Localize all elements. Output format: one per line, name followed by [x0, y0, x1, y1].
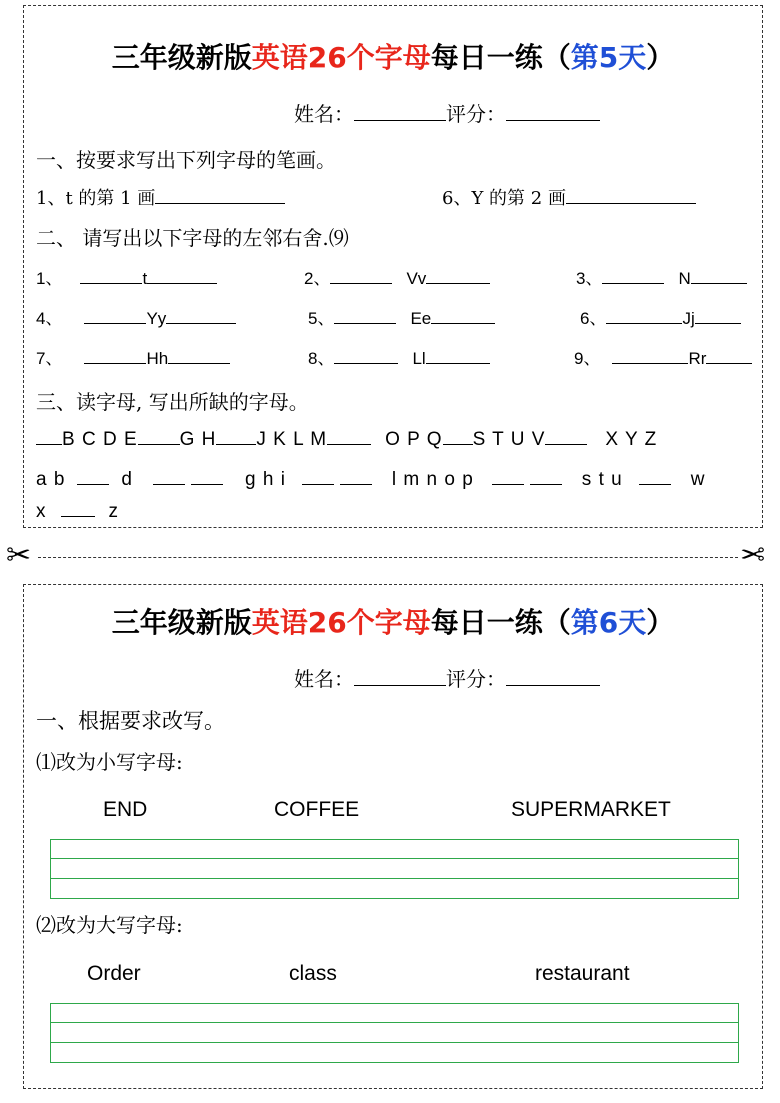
neighbor-item — [574, 344, 752, 369]
missing-letter-blank[interactable] — [340, 468, 372, 485]
given-letters: B C D E — [62, 429, 138, 450]
cut-line — [38, 557, 738, 558]
missing-letter-blank[interactable] — [138, 428, 180, 445]
missing-letter-blank[interactable] — [216, 428, 256, 445]
given-letters: O P Q — [385, 429, 443, 450]
uppercase-sequence — [36, 428, 657, 451]
left-blank[interactable] — [334, 307, 396, 324]
word-to-lowercase: SUPERMARKET — [511, 798, 671, 821]
day6-worksheet — [23, 584, 763, 1089]
given-letter: Yy — [146, 309, 167, 328]
left-blank[interactable] — [334, 347, 398, 364]
right-blank[interactable] — [431, 307, 495, 324]
stroke-question-1 — [36, 184, 285, 210]
missing-letter-blank[interactable] — [443, 428, 473, 445]
lowercase-sequence-continued — [36, 500, 119, 523]
neighbor-item — [308, 304, 495, 329]
right-blank[interactable] — [147, 267, 217, 284]
name-blank[interactable] — [354, 669, 446, 686]
title-middle: 每日一练（ — [430, 41, 571, 74]
word-to-uppercase: class — [289, 962, 337, 985]
right-blank[interactable] — [426, 267, 490, 284]
score-blank[interactable] — [506, 669, 600, 686]
score-label: 评分： — [446, 667, 506, 691]
score-label: 评分： — [446, 102, 506, 126]
right-blank[interactable] — [166, 307, 236, 324]
given-letters: x — [36, 501, 47, 522]
name-score-row — [294, 663, 600, 692]
neighbor-item — [308, 344, 490, 369]
name-label: 姓名： — [294, 102, 354, 126]
given-letters: l m n o p — [391, 469, 474, 490]
section-3-heading: 三、读字母, 写出所缺的字母。 — [36, 390, 309, 414]
right-blank[interactable] — [695, 307, 741, 324]
word-to-uppercase: restaurant — [535, 962, 630, 985]
title-day: 第5天 — [570, 41, 647, 74]
lowercase-subheading: ⑴改为小写字母: — [36, 750, 183, 774]
given-letters: s t u — [581, 469, 623, 490]
scissors-icon: ✂ — [740, 538, 766, 573]
given-letters: g h i — [245, 469, 286, 490]
day5-title — [24, 36, 762, 76]
given-letters: J K L M — [256, 429, 328, 450]
neighbor-item — [36, 344, 230, 369]
uppercase-subheading: ⑵改为大写字母: — [36, 913, 183, 937]
missing-letter-blank[interactable] — [61, 500, 95, 517]
item-number: 3、 — [576, 269, 603, 288]
writing-lines-uppercase[interactable] — [50, 1003, 739, 1063]
section-1-heading: 一、根据要求改写。 — [36, 709, 225, 733]
neighbor-item — [36, 264, 217, 289]
stroke-question-1-text: 1、t 的第 1 画 — [36, 188, 156, 209]
right-blank[interactable] — [426, 347, 490, 364]
section-1-heading: 一、按要求写出下列字母的笔画。 — [36, 148, 336, 172]
left-blank[interactable] — [80, 267, 142, 284]
right-blank[interactable] — [691, 267, 747, 284]
given-letter: Hh — [146, 349, 169, 368]
word-to-uppercase: Order — [87, 962, 141, 985]
missing-letter-blank[interactable] — [191, 468, 223, 485]
neighbor-item — [36, 304, 236, 329]
left-blank[interactable] — [606, 307, 682, 324]
given-letters: d — [121, 469, 133, 490]
name-blank[interactable] — [354, 104, 446, 121]
given-letter: Vv — [406, 269, 427, 288]
neighbor-item — [304, 264, 490, 289]
missing-letter-blank[interactable] — [36, 428, 62, 445]
title-suffix: ） — [646, 41, 675, 74]
given-letters: X Y Z — [605, 429, 658, 450]
item-number: 5、 — [308, 309, 335, 328]
day5-worksheet — [23, 5, 763, 528]
given-letters: z — [108, 501, 119, 522]
item-number: 9、 — [574, 349, 601, 368]
item-number: 8、 — [308, 349, 335, 368]
title-middle: 每日一练（ — [430, 606, 571, 639]
missing-letter-blank[interactable] — [545, 428, 587, 445]
section-2-heading: 二、 请写出以下字母的左邻右舍.⑼ — [36, 226, 349, 250]
item-number: 7、 — [36, 349, 63, 368]
given-letter: Rr — [688, 349, 707, 368]
missing-letter-blank[interactable] — [492, 468, 524, 485]
given-letters: a b — [36, 469, 66, 490]
left-blank[interactable] — [330, 267, 392, 284]
title-prefix: 三年级新版 — [111, 606, 252, 639]
item-number: 4、 — [36, 309, 63, 328]
neighbor-item — [576, 264, 747, 289]
missing-letter-blank[interactable] — [639, 468, 671, 485]
left-blank[interactable] — [612, 347, 688, 364]
given-letters: S T U V — [472, 429, 546, 450]
title-day: 第6天 — [570, 606, 647, 639]
left-blank[interactable] — [84, 347, 146, 364]
day6-title — [24, 601, 762, 641]
given-letters: w — [690, 469, 706, 490]
given-letter: Jj — [682, 309, 695, 328]
stroke-question-6 — [442, 184, 696, 210]
missing-letter-blank[interactable] — [77, 468, 109, 485]
neighbor-item — [580, 304, 741, 329]
left-blank[interactable] — [84, 307, 146, 324]
item-number: 1、 — [36, 269, 63, 288]
right-blank[interactable] — [168, 347, 230, 364]
lowercase-sequence — [36, 468, 705, 491]
item-number: 6、 — [580, 309, 607, 328]
scissors-icon: ✂ — [6, 538, 32, 573]
right-blank[interactable] — [706, 347, 752, 364]
score-blank[interactable] — [506, 104, 600, 121]
title-prefix: 三年级新版 — [111, 41, 252, 74]
missing-letter-blank[interactable] — [153, 468, 185, 485]
item-number: 2、 — [304, 269, 331, 288]
stroke-answer-blank-1[interactable] — [155, 187, 285, 204]
word-to-lowercase: END — [103, 798, 148, 821]
name-score-row — [294, 98, 600, 127]
missing-letter-blank[interactable] — [302, 468, 334, 485]
given-letter: t — [142, 269, 148, 288]
stroke-question-6-text: 6、Y 的第 2 画 — [442, 188, 566, 209]
word-to-lowercase: COFFEE — [274, 798, 360, 821]
writing-lines-lowercase[interactable] — [50, 839, 739, 899]
title-suffix: ） — [646, 606, 675, 639]
missing-letter-blank[interactable] — [530, 468, 562, 485]
given-letter: N — [678, 269, 691, 288]
title-highlight: 英语26个字母 — [251, 606, 431, 639]
given-letter: Ee — [410, 309, 432, 328]
given-letter: Ll — [412, 349, 426, 368]
missing-letter-blank[interactable] — [327, 428, 371, 445]
stroke-answer-blank-6[interactable] — [566, 187, 696, 204]
name-label: 姓名： — [294, 667, 354, 691]
title-highlight: 英语26个字母 — [251, 41, 431, 74]
left-blank[interactable] — [602, 267, 664, 284]
given-letters: G H — [179, 429, 217, 450]
